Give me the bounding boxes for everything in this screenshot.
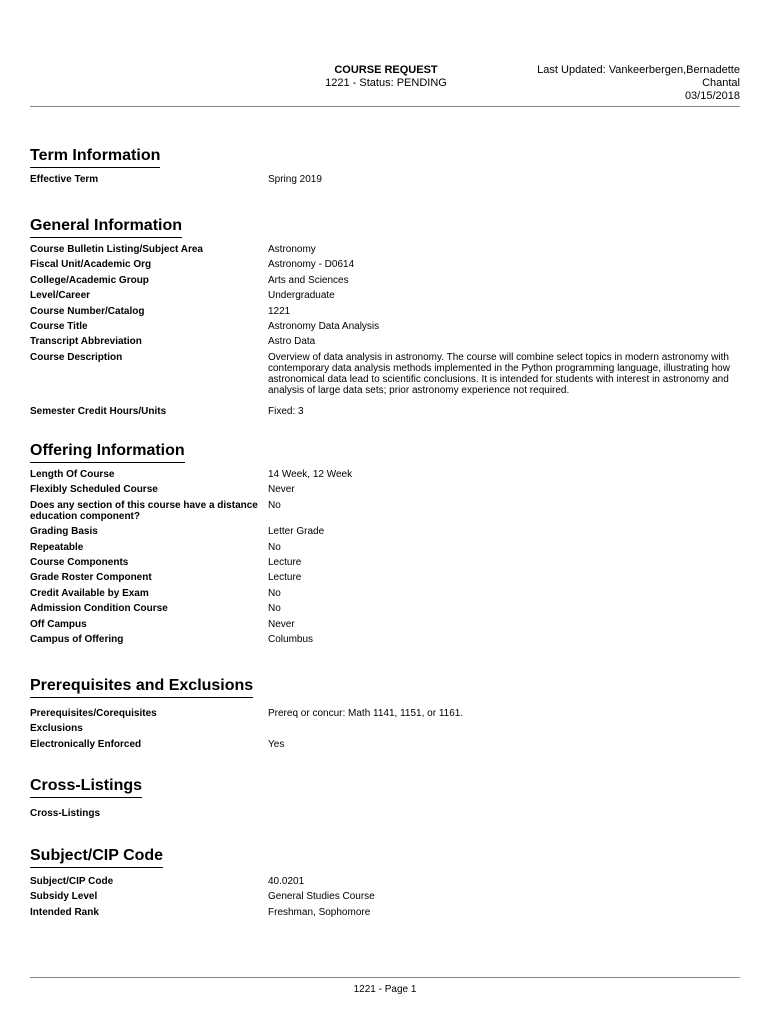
field-value: Never xyxy=(268,618,295,630)
field-row xyxy=(30,619,740,630)
field-label: Electronically Enforced xyxy=(30,738,142,750)
field-value: Yes xyxy=(268,738,285,750)
section-title: Subject/CIP Code xyxy=(30,846,163,868)
field-value: No xyxy=(268,587,281,599)
field-value: Spring 2019 xyxy=(268,174,322,185)
section-title: General Information xyxy=(30,216,182,238)
field-label: Exclusions xyxy=(30,723,83,735)
field-row xyxy=(30,588,740,599)
field-label: Length Of Course xyxy=(30,469,115,480)
field-row xyxy=(30,542,740,553)
cross-listings-section xyxy=(30,776,740,823)
field-label: Prerequisites/Corequisites xyxy=(30,708,157,719)
field-value: Astro Data xyxy=(268,336,316,348)
field-label: Course Description xyxy=(30,351,123,363)
field-value: Lecture xyxy=(268,572,302,584)
field-value: Freshman, Sophomore xyxy=(268,906,371,918)
course-description: Overview of data analysis in astronomy. The course will combine select topics in modern astronomy with contemporary data analysis methods implemented in the Python programming language, illustrating how astronomical data lead to scientific conclusions. It is intended for students with interest in astronomy and analysis of large data sets; prior astronomy experience not required. xyxy=(268,351,730,396)
section-title: Term Information xyxy=(30,146,160,168)
field-row xyxy=(30,406,740,417)
field-value: 40.0201 xyxy=(268,876,305,887)
field-value: Never xyxy=(268,484,295,496)
field-row xyxy=(30,469,740,480)
field-label: Course Title xyxy=(30,320,88,332)
field-row xyxy=(30,708,740,719)
section-title: Offering Information xyxy=(30,441,185,463)
field-row xyxy=(30,557,740,568)
field-value: Astronomy Data Analysis xyxy=(268,320,380,332)
field-value: No xyxy=(268,499,281,511)
field-value: Astronomy - D0614 xyxy=(268,259,355,271)
header-divider xyxy=(30,106,740,107)
field-row xyxy=(30,484,740,495)
field-label: College/Academic Group xyxy=(30,274,149,286)
subject-cip-section xyxy=(30,846,740,922)
field-row xyxy=(30,336,740,347)
field-value: No xyxy=(268,603,281,615)
field-value: Lecture xyxy=(268,556,302,568)
last-updated-block xyxy=(500,64,740,103)
field-row xyxy=(30,739,740,750)
field-row xyxy=(30,500,740,522)
field-row xyxy=(30,907,740,918)
field-row xyxy=(30,259,740,270)
field-row xyxy=(30,174,740,185)
field-label: Course Bulletin Listing/Subject Area xyxy=(30,244,203,255)
field-label: Course Number/Catalog xyxy=(30,305,145,317)
field-label: Grade Roster Component xyxy=(30,572,152,584)
offering-information-section xyxy=(30,441,740,649)
field-row xyxy=(30,891,740,902)
document-header xyxy=(286,64,486,90)
general-information-section xyxy=(30,216,740,421)
last-updated-by-continued: Chantal xyxy=(702,77,740,89)
document-title: COURSE REQUEST xyxy=(334,64,438,76)
field-value: Prereq or concur: Math 1141, 1151, or 1161. xyxy=(268,708,464,719)
field-row xyxy=(30,526,740,537)
request-status: 1221 - Status: PENDING xyxy=(325,77,447,89)
field-row xyxy=(30,321,740,332)
field-value: No xyxy=(268,541,281,553)
section-title: Cross-Listings xyxy=(30,776,142,798)
field-row xyxy=(30,306,740,317)
field-value: Astronomy xyxy=(268,244,316,255)
section-title: Prerequisites and Exclusions xyxy=(30,676,253,698)
field-value: Letter Grade xyxy=(268,526,325,538)
field-value: Columbus xyxy=(268,633,314,645)
field-label: Course Components xyxy=(30,556,129,568)
field-label: Effective Term xyxy=(30,174,99,185)
field-label: Level/Career xyxy=(30,290,91,302)
last-updated-date: 03/15/2018 xyxy=(684,90,740,102)
field-row xyxy=(30,244,740,255)
field-row xyxy=(30,876,740,887)
prerequisites-section xyxy=(30,676,740,754)
field-row xyxy=(30,603,740,614)
field-label: Subsidy Level xyxy=(30,891,98,903)
field-value: Fixed: 3 xyxy=(268,405,304,417)
last-updated-by: Last Updated: Vankeerbergen,Bernadette xyxy=(537,64,740,76)
field-label: Fiscal Unit/Academic Org xyxy=(30,259,152,271)
field-row xyxy=(30,723,740,734)
field-value: 1221 xyxy=(268,305,291,317)
field-row xyxy=(30,808,740,819)
field-label: Repeatable xyxy=(30,541,84,553)
field-label: Cross-Listings xyxy=(30,808,101,819)
field-label: Semester Credit Hours/Units xyxy=(30,405,167,417)
field-value: General Studies Course xyxy=(268,891,375,903)
field-label: Grading Basis xyxy=(30,526,98,538)
field-row xyxy=(30,290,740,301)
page-number: 1221 - Page 1 xyxy=(353,984,417,995)
field-value xyxy=(268,808,740,819)
field-row xyxy=(30,634,740,645)
field-label: Flexibly Scheduled Course xyxy=(30,484,158,496)
term-information-section xyxy=(30,146,740,189)
field-row xyxy=(30,572,740,583)
field-label: Credit Available by Exam xyxy=(30,587,149,599)
field-label: Campus of Offering xyxy=(30,633,124,645)
field-row xyxy=(30,275,740,286)
footer-divider xyxy=(30,977,740,978)
field-value: Arts and Sciences xyxy=(268,274,349,286)
field-label: Off Campus xyxy=(30,618,87,630)
field-row xyxy=(30,352,740,396)
field-label: Does any section of this course have a distance education component? xyxy=(30,499,258,522)
field-label: Intended Rank xyxy=(30,906,99,918)
field-label: Subject/CIP Code xyxy=(30,876,114,887)
field-label: Admission Condition Course xyxy=(30,603,168,615)
field-label: Transcript Abbreviation xyxy=(30,336,142,348)
field-value: 14 Week, 12 Week xyxy=(268,469,353,480)
field-value xyxy=(268,723,740,734)
field-value: Undergraduate xyxy=(268,290,335,302)
